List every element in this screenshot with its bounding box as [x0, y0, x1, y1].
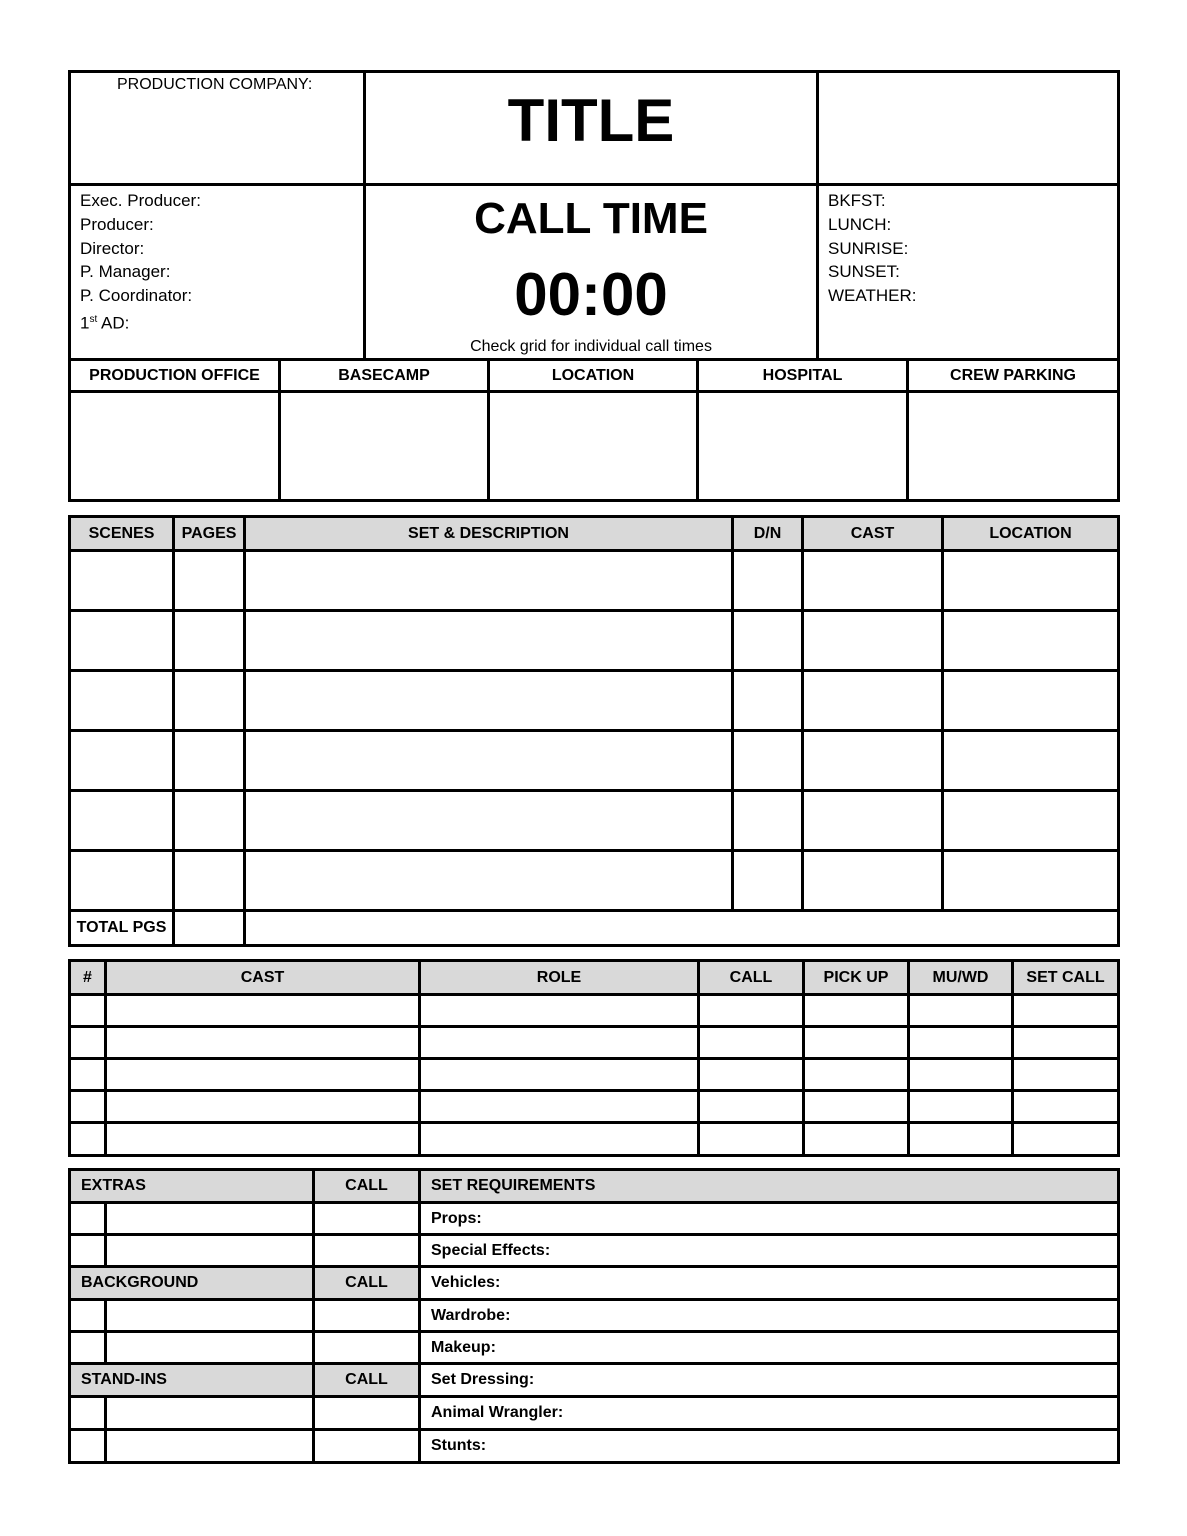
vehicles-label: Vehicles:: [431, 1274, 501, 1291]
divider: [68, 549, 1120, 552]
sunset-label: SUNSET:: [828, 262, 900, 282]
standins-call-label: CALL: [345, 1371, 388, 1388]
schedule-info: [828, 189, 916, 308]
divider: [172, 515, 175, 947]
call-time-note: Check grid for individual call times: [470, 338, 712, 355]
role-col-header: ROLE: [536, 968, 582, 986]
first-ad-label: 1st AD:: [80, 313, 130, 333]
pickup-col-header: PICK UP: [823, 968, 889, 986]
scenes-col-header: SCENES: [88, 524, 155, 542]
weather-label: WEATHER:: [828, 286, 917, 306]
breakfast-label: BKFST:: [828, 191, 886, 210]
divider: [68, 1025, 1120, 1028]
cast-col-header: CAST: [850, 524, 895, 542]
basecamp-header: BASECAMP: [338, 366, 430, 384]
production-office-header: PRODUCTION OFFICE: [89, 366, 260, 384]
director-label: Director:: [80, 238, 145, 258]
day-night-col-header: D/N: [753, 524, 782, 542]
divider: [68, 183, 1120, 186]
production-company-label: PRODUCTION COMPANY:: [117, 76, 313, 93]
makeup-wardrobe-col-header: MU/WD: [932, 968, 989, 986]
props-label: Props:: [431, 1209, 482, 1227]
divider: [104, 1395, 107, 1464]
divider: [68, 849, 1120, 852]
divider: [68, 909, 1120, 912]
divider: [68, 789, 1120, 792]
cast-name-col-header: CAST: [240, 968, 285, 986]
divider: [801, 515, 804, 912]
location-col-header: LOCATION: [989, 524, 1072, 542]
location-header: LOCATION: [551, 366, 635, 384]
stunts-label: Stunts:: [431, 1437, 487, 1454]
divider: [68, 729, 1120, 732]
standins-label: STAND-INS: [81, 1371, 167, 1388]
producer-label: Producer:: [80, 214, 154, 234]
makeup-label: Makeup:: [431, 1338, 496, 1356]
divider: [731, 515, 734, 912]
divider: [104, 1201, 107, 1268]
wardrobe-label: Wardrobe:: [431, 1306, 511, 1324]
call-col-header: CALL: [729, 968, 773, 986]
divider: [941, 515, 944, 912]
divider: [68, 390, 1120, 393]
background-call-label: CALL: [345, 1274, 388, 1291]
divider: [816, 70, 819, 360]
extras-call-label: CALL: [345, 1177, 388, 1194]
production-manager-label: P. Manager:: [80, 262, 171, 282]
sunrise-label: SUNRISE:: [828, 238, 909, 258]
special-effects-label: Special Effects:: [431, 1241, 551, 1259]
divider: [243, 515, 246, 947]
production-coordinator-label: P. Coordinator:: [80, 286, 193, 306]
set-call-col-header: SET CALL: [1026, 968, 1105, 986]
divider: [68, 993, 1120, 996]
set-dressing-label: Set Dressing:: [431, 1371, 535, 1388]
lunch-label: LUNCH:: [828, 214, 892, 234]
crew-list: [80, 189, 201, 335]
animal-wrangler-label: Animal Wrangler:: [431, 1404, 564, 1421]
set-description-col-header: SET & DESCRIPTION: [408, 524, 569, 542]
total-pages-label: TOTAL PGS: [76, 919, 167, 936]
pages-col-header: PAGES: [181, 524, 237, 542]
divider: [104, 1298, 107, 1365]
divider: [68, 609, 1120, 612]
divider: [68, 1089, 1120, 1092]
production-title: TITLE: [507, 86, 675, 154]
extras-label: EXTRAS: [81, 1177, 146, 1194]
cast-number-col-header: #: [83, 968, 92, 986]
crew-parking-header: CREW PARKING: [950, 366, 1076, 384]
hospital-header: HOSPITAL: [762, 366, 843, 384]
set-requirements-header: SET REQUIREMENTS: [431, 1177, 596, 1194]
exec-producer-label: Exec. Producer:: [80, 191, 201, 210]
divider: [68, 1121, 1120, 1124]
divider: [312, 1168, 315, 1464]
call-time-label: CALL TIME: [474, 194, 708, 243]
call-time-value: 00:00: [514, 260, 668, 328]
background-label: BACKGROUND: [81, 1274, 199, 1291]
divider: [68, 669, 1120, 672]
divider: [68, 1057, 1120, 1060]
